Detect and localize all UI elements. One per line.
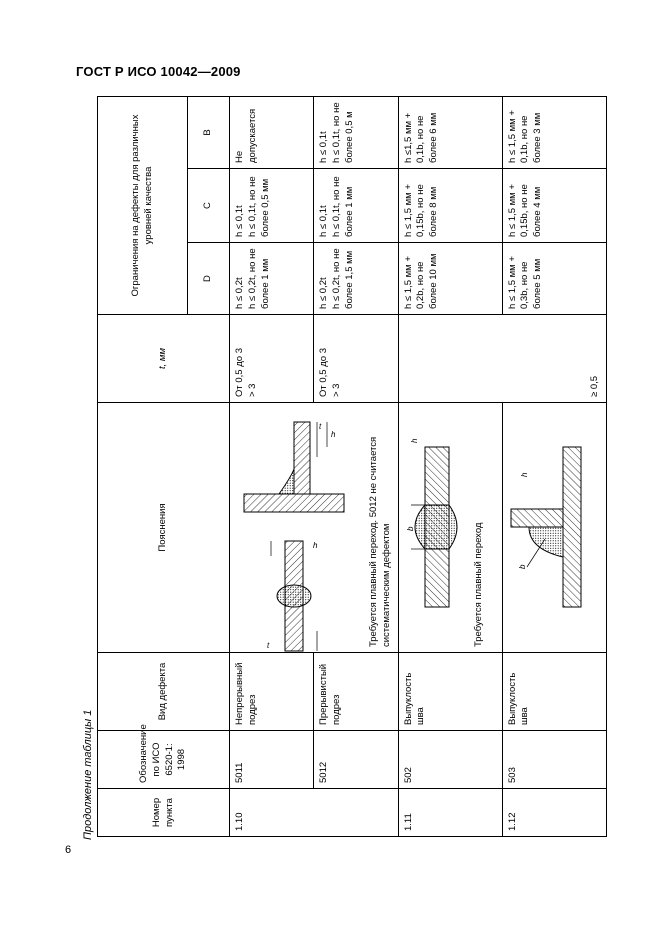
row-code-503: 503	[502, 731, 606, 789]
undercut-butt-figure	[257, 536, 331, 656]
row-code-502: 502	[398, 731, 502, 789]
table-caption: Продолжение таблицы 1	[82, 709, 94, 840]
row-b-503: h ≤ 1,5 мм + 0,1b, но не более 3 мм	[502, 96, 606, 168]
row-t-5012: От 0,5 до 3 > 3	[314, 315, 398, 403]
svg-text:b: b	[405, 527, 415, 532]
svg-text:h: h	[409, 439, 419, 444]
row-b-5011: Не допускается	[230, 96, 314, 168]
row-t-5011: От 0,5 до 3 > 3	[230, 315, 314, 403]
reinforcement-butt-figure	[403, 428, 473, 628]
label-h: h	[313, 541, 318, 551]
row-d-5011: h ≤ 0,2t h ≤ 0,2t, но не более 1 мм	[230, 243, 314, 315]
row-code-5011: 5011	[230, 731, 314, 789]
reinforcement-butt-illustration-cell	[398, 403, 502, 653]
undercut-note: Требуется плавный переход. 5012 не считается систематическим дефектом	[368, 436, 392, 647]
row-defect-5011: Непрерывный подрез	[230, 653, 314, 731]
row-defect-503: Выпуклость шва	[502, 653, 606, 731]
rotated-table-container	[97, 97, 600, 837]
reinforcement-fillet-figure	[507, 428, 599, 628]
row-num-1-11: 1.11	[398, 789, 502, 837]
row-defect-5012: Прерывистый подрез	[314, 653, 398, 731]
row-code-5012: 5012	[314, 731, 398, 789]
header-limits: Ограничения на дефекты для различных уровней качества	[98, 96, 188, 314]
svg-text:t: t	[319, 421, 322, 431]
row-c-502: h ≤ 1,5 мм + 0,15b, но не более 8 мм	[398, 169, 502, 243]
header-t: t, мм	[98, 315, 230, 403]
header-notes: Пояснения	[98, 403, 230, 653]
row-b-502: h ≤1,5 мм + 0,1b, но не более 6 мм	[398, 96, 502, 168]
reinforcement-note: Требуется плавный переход	[472, 522, 484, 647]
row-d-5012: h ≤ 0,2t h ≤ 0,2t, но не более 1,5 мм	[314, 243, 398, 315]
undercut-fillet-figure	[239, 417, 349, 537]
undercut-illustration-cell	[230, 403, 399, 653]
defects-table	[97, 96, 607, 837]
svg-text:h: h	[519, 473, 529, 478]
header-level-d: D	[188, 243, 230, 315]
row-defect-502: Выпуклость шва	[398, 653, 502, 731]
header-level-b: B	[188, 96, 230, 168]
header-code: Обозначение по ИСО 6520-1: 1998	[98, 731, 230, 789]
header-defect: Вид дефекта	[98, 653, 230, 731]
row-c-5012: h ≤ 0,1t h ≤ 0,1t, но не более 1 мм	[314, 169, 398, 243]
label-t: t	[267, 641, 270, 651]
svg-text:h: h	[331, 429, 336, 439]
reinforcement-fillet-illustration-cell	[502, 403, 606, 653]
row-t-502-503: ≥ 0,5	[398, 315, 606, 403]
header-num: Номер пункта	[98, 789, 230, 837]
header-level-c: C	[188, 169, 230, 243]
svg-text:b: b	[517, 565, 527, 570]
row-d-502: h ≤ 1,5 мм + 0,2b, но не более 10 мм	[398, 243, 502, 315]
row-num-1-12: 1.12	[502, 789, 606, 837]
row-num-1-10: 1.10	[230, 789, 399, 837]
page-number: 6	[65, 844, 72, 856]
document-header: ГОСТ Р ИСО 10042—2009	[76, 64, 241, 79]
row-b-5012: h ≤ 0,1t h ≤ 0,1t, но не более 0,5 м	[314, 96, 398, 168]
row-c-5011: h ≤ 0,1t h ≤ 0,1t, но не более 0,5 мм	[230, 169, 314, 243]
row-d-503: h ≤ 1,5 мм + 0,3b, но не более 5 мм	[502, 243, 606, 315]
row-c-503: h ≤ 1,5 мм + 0,15b, но не более 4 мм	[502, 169, 606, 243]
